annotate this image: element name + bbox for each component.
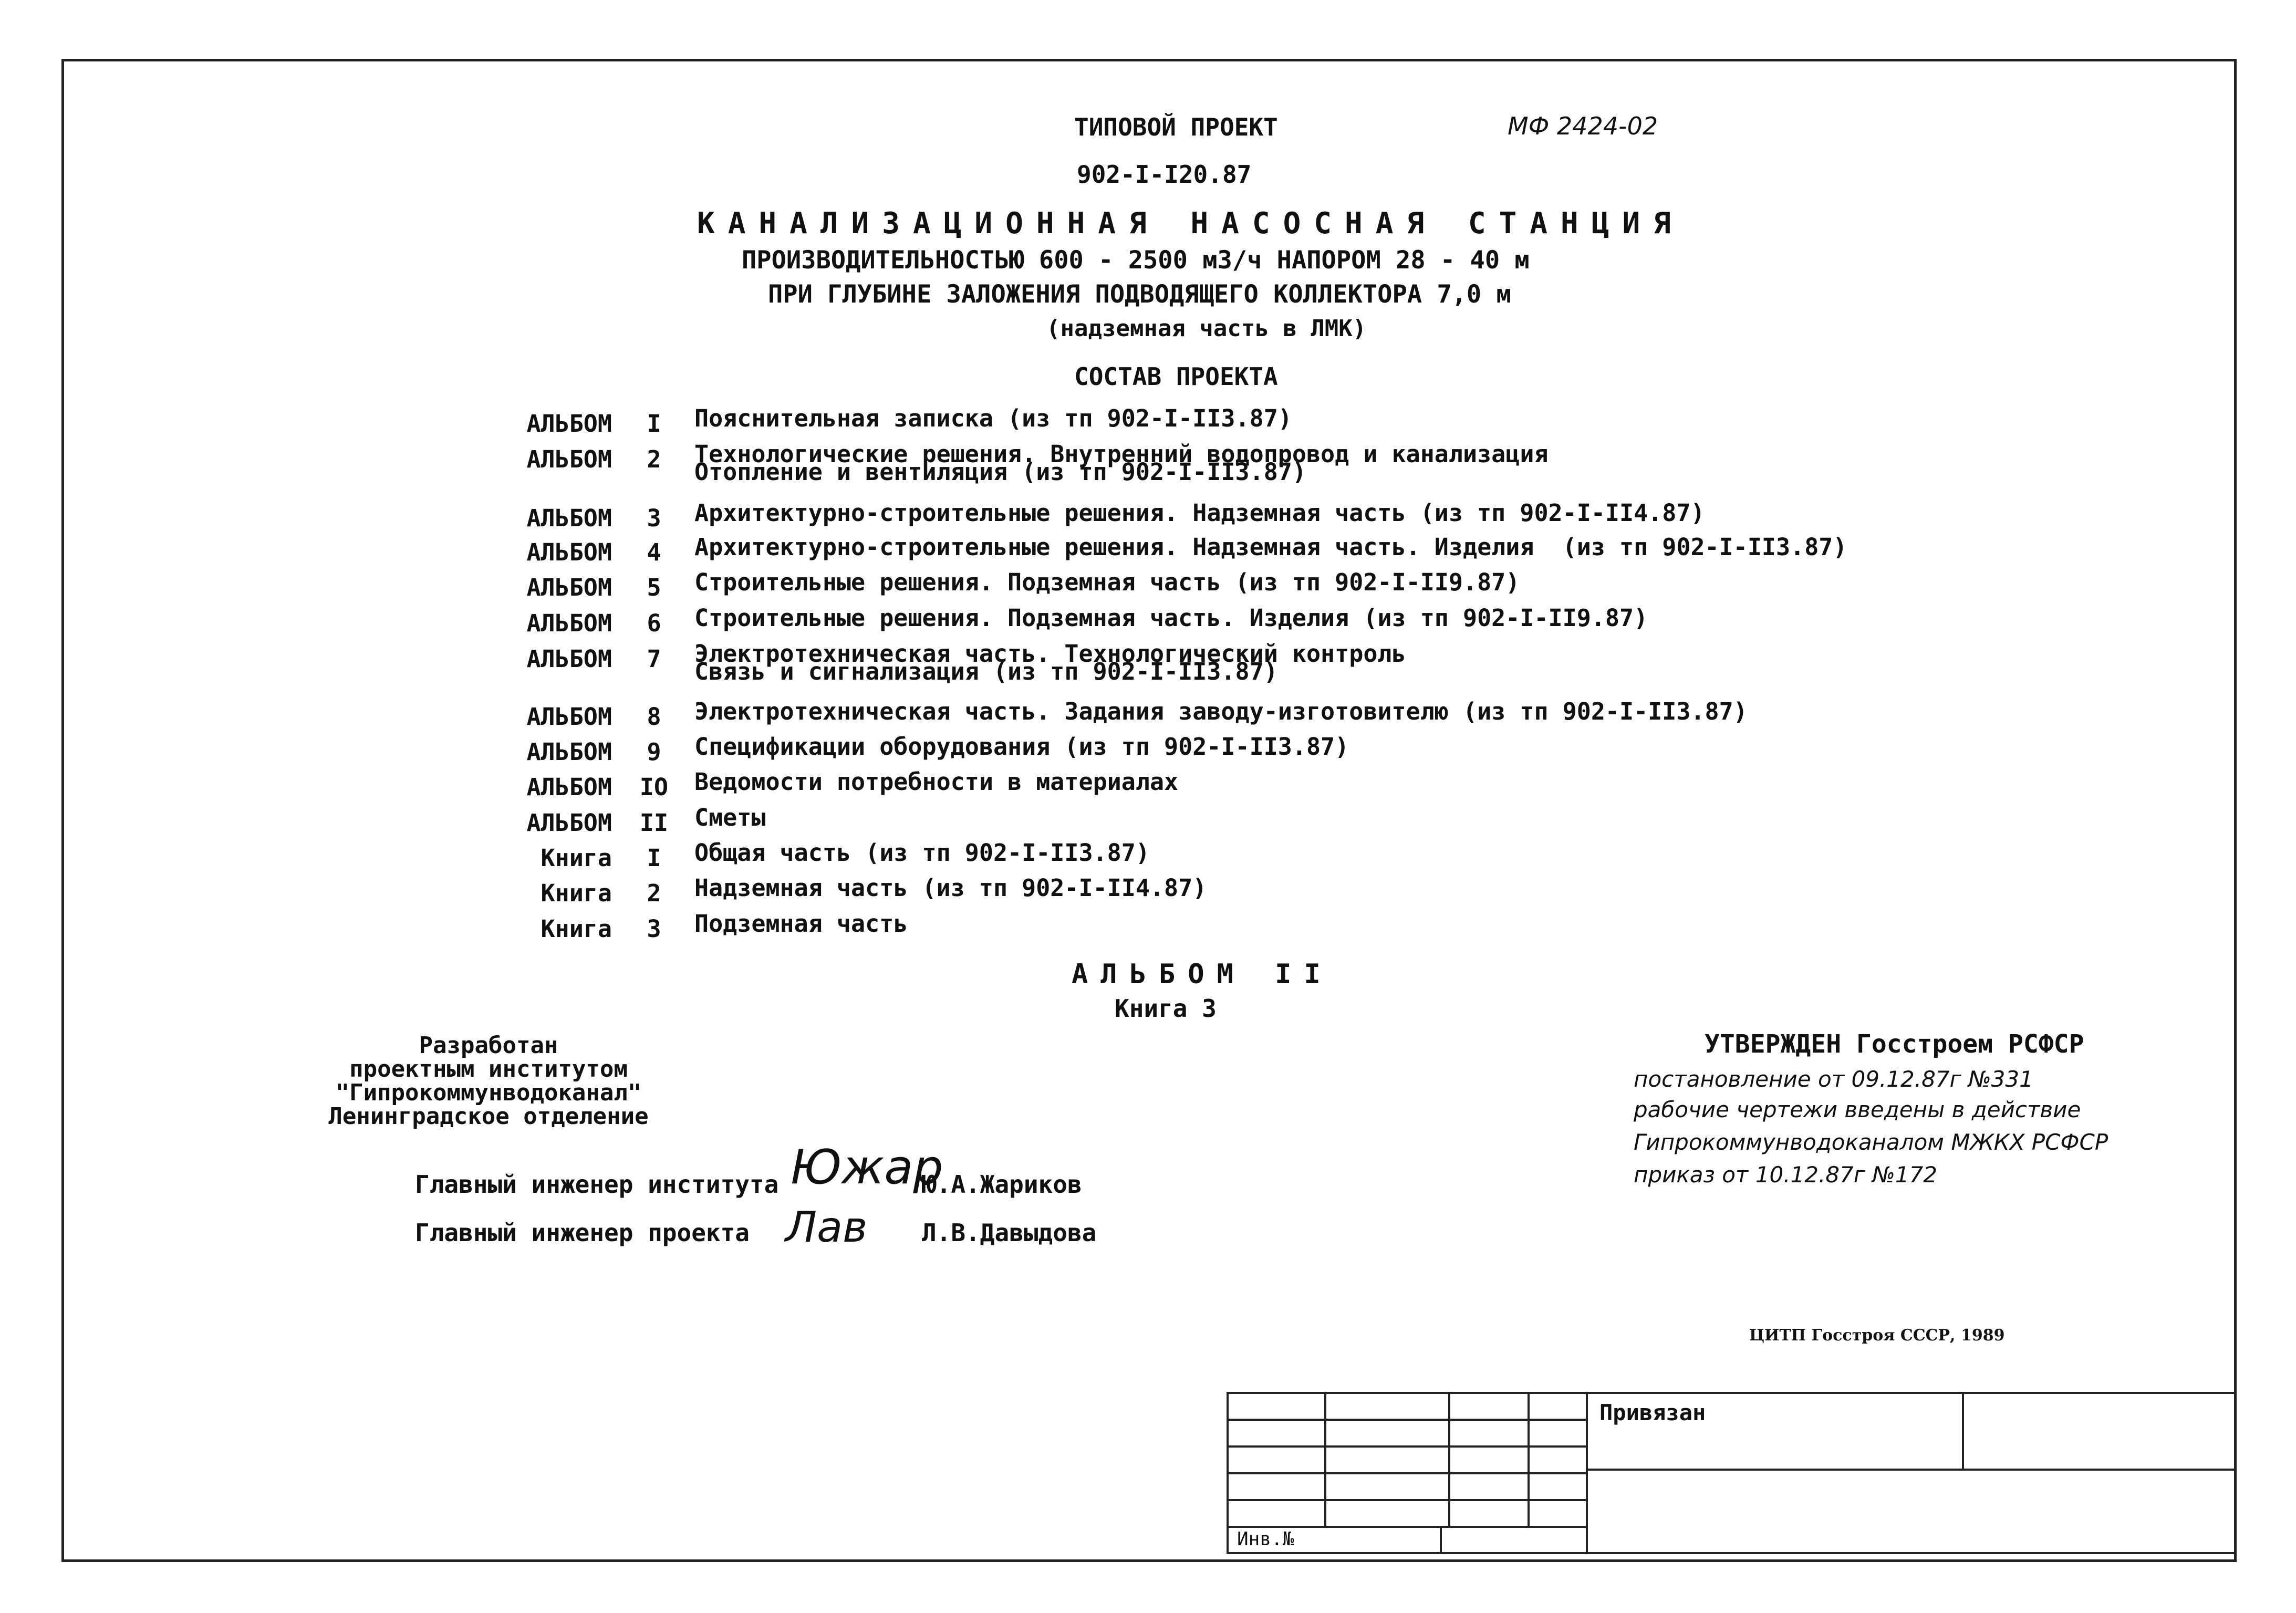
approval-line-4: Гипрокоммунводоканалом МЖКХ РСФСР	[1634, 1129, 2108, 1155]
list-item	[0, 533, 2296, 570]
book-heading: Книга 3	[1115, 994, 1217, 1023]
item-number: 2	[647, 445, 661, 473]
title-line-note: (надземная часть в ЛМК)	[1046, 315, 1367, 342]
list-item	[0, 499, 2296, 536]
item-kind: АЛЬБОМ	[526, 738, 612, 766]
stamp-cell	[1962, 1392, 2237, 1471]
stamp-cell	[1586, 1469, 2237, 1554]
item-kind: АЛЬБОМ	[526, 703, 612, 731]
chief-project-signature: Лав	[785, 1203, 868, 1252]
approval-line-2: постановление от 09.12.87г №331	[1634, 1066, 2033, 1092]
item-number: IO	[639, 773, 669, 801]
list-item	[0, 640, 2296, 685]
item-number: 4	[647, 538, 661, 566]
item-number: 9	[647, 738, 661, 766]
item-kind: Книга	[541, 879, 612, 907]
list-item	[0, 604, 2296, 641]
stamp-cell	[1448, 1472, 1530, 1501]
item-kind: Книга	[541, 844, 612, 872]
item-kind: АЛЬБОМ	[526, 574, 612, 601]
item-number: II	[639, 809, 669, 837]
list-item	[0, 768, 2296, 805]
stamp-cell	[1227, 1419, 1326, 1448]
project-type: ТИПОВОЙ ПРОЕКТ	[1074, 113, 1278, 141]
item-text: Электротехническая часть. Задания заводу-изготовителю (из тп 902-I-II3.87)	[694, 698, 1748, 725]
item-number: 8	[647, 703, 661, 731]
item-text: Технологические решения. Внутренний водопровод и канализация Отопление и вентиляция (из тп 902-I-II3.87)	[694, 440, 1549, 486]
stamp-cell	[1448, 1445, 1530, 1474]
title-line-capacity: ПРОИЗВОДИТЕЛЬНОСТЬЮ 600 - 2500 м3/ч НАПОРОМ 28 - 40 м	[742, 246, 1530, 275]
stamp-cell	[1324, 1419, 1450, 1448]
item-text: Сметы	[694, 804, 766, 831]
list-item	[0, 839, 2296, 876]
item-kind: АЛЬБОМ	[526, 538, 612, 566]
item-text: Строительные решения. Подземная часть (из тп 902-I-II9.87)	[694, 568, 1520, 596]
stamp-cell	[1448, 1499, 1530, 1528]
chief-institute-label: Главный инженер института	[415, 1170, 779, 1199]
item-text: Подземная часть	[694, 910, 908, 938]
approval-line-5: приказ от 10.12.87г №172	[1634, 1162, 1938, 1188]
developer-line-4: Ленинградское отделение	[328, 1103, 649, 1130]
list-item	[0, 404, 2296, 441]
item-text: Спецификации оборудования (из тп 902-I-II3.87)	[694, 733, 1349, 761]
item-kind: АЛЬБОМ	[526, 809, 612, 837]
stamp-cell	[1324, 1392, 1450, 1421]
item-text: Архитектурно-строительные решения. Надземная часть. Изделия (из тп 902-I-II3.87)	[694, 533, 1847, 561]
list-item	[0, 874, 2296, 911]
item-kind: АЛЬБОМ	[526, 410, 612, 438]
stamp-cell	[1227, 1499, 1326, 1528]
album-heading: АЛЬБОМ II	[1072, 959, 1333, 990]
item-number: 3	[647, 504, 661, 532]
document-title: КАНАЛИЗАЦИОННАЯ НАСОСНАЯ СТАНЦИЯ	[697, 206, 1684, 241]
approval-line-1: УТВЕРЖДЕН Госстроем РСФСР	[1705, 1029, 2084, 1059]
stamp-code: МФ 2424-02	[1508, 112, 1658, 140]
publisher-note: ЦИТП Госстроя СССР, 1989	[1749, 1326, 2005, 1345]
item-number: 3	[647, 915, 661, 943]
item-text: Общая часть (из тп 902-I-II3.87)	[694, 839, 1150, 867]
item-number: I	[647, 410, 661, 438]
item-text: Пояснительная записка (из тп 902-I-II3.87)	[694, 404, 1292, 432]
developer-line-1: Разработан	[419, 1032, 558, 1059]
stamp-cell	[1227, 1392, 1326, 1421]
list-item	[0, 804, 2296, 840]
item-kind: Книга	[541, 915, 612, 943]
item-text: Надземная часть (из тп 902-I-II4.87)	[694, 874, 1207, 902]
list-item	[0, 910, 2296, 946]
stamp-cell	[1227, 1472, 1326, 1501]
stamp-cell	[1448, 1392, 1530, 1421]
item-kind: АЛЬБОМ	[526, 645, 612, 673]
item-kind: АЛЬБОМ	[526, 504, 612, 532]
list-item	[0, 568, 2296, 605]
chief-institute-name: Ю.А.Жариков	[922, 1170, 1082, 1199]
item-kind: АЛЬБОМ	[526, 445, 612, 473]
list-item	[0, 733, 2296, 769]
list-item	[0, 440, 2296, 486]
item-number: 2	[647, 879, 661, 907]
stamp-cell	[1227, 1445, 1326, 1474]
stamp-cell	[1528, 1419, 1588, 1448]
item-kind: АЛЬБОМ	[526, 773, 612, 801]
stamp-cell	[1324, 1445, 1450, 1474]
stamp-cell	[1528, 1472, 1588, 1501]
project-number: 902-I-I20.87	[1077, 160, 1252, 189]
item-number: 5	[647, 574, 661, 601]
item-text: Ведомости потребности в материалах	[694, 768, 1179, 796]
chief-project-label: Главный инженер проекта	[415, 1219, 750, 1247]
stamp-cell	[1324, 1472, 1450, 1501]
item-kind: АЛЬБОМ	[526, 609, 612, 637]
item-number: 6	[647, 609, 661, 637]
stamp-cell	[1528, 1445, 1588, 1474]
title-line-depth: ПРИ ГЛУБИНЕ ЗАЛОЖЕНИЯ ПОДВОДЯЩЕГО КОЛЛЕКТОРА 7,0 м	[768, 280, 1511, 309]
item-text: Архитектурно-строительные решения. Надземная часть (из тп 902-I-II4.87)	[694, 499, 1705, 527]
item-number: I	[647, 844, 661, 872]
item-text: Строительные решения. Подземная часть. Изделия (из тп 902-I-II9.87)	[694, 604, 1648, 632]
chief-project-name: Л.В.Давыдова	[922, 1219, 1097, 1247]
stamp-cell	[1528, 1392, 1588, 1421]
inventory-number-label: Инв.№	[1237, 1528, 1294, 1550]
approval-line-3: рабочие чертежи введены в действие	[1634, 1097, 2081, 1122]
stamp-cell	[1448, 1419, 1530, 1448]
developer-line-2: проектным институтом	[349, 1056, 628, 1083]
item-number: 7	[647, 645, 661, 673]
list-item	[0, 698, 2296, 734]
stamp-cell	[1324, 1499, 1450, 1528]
bound-by-label: Привязан	[1599, 1400, 1706, 1425]
chief-institute-signature: Южар	[791, 1140, 943, 1195]
composition-heading: СОСТАВ ПРОЕКТА	[1074, 362, 1278, 391]
developer-line-3: "Гипрокоммунводоканал"	[335, 1079, 642, 1106]
stamp-cell	[1440, 1526, 1588, 1554]
item-text: Электротехническая часть. Технологический контроль Связь и сигнализация (из тп 902-I-II3.87)	[694, 640, 1406, 685]
stamp-cell	[1528, 1499, 1588, 1528]
